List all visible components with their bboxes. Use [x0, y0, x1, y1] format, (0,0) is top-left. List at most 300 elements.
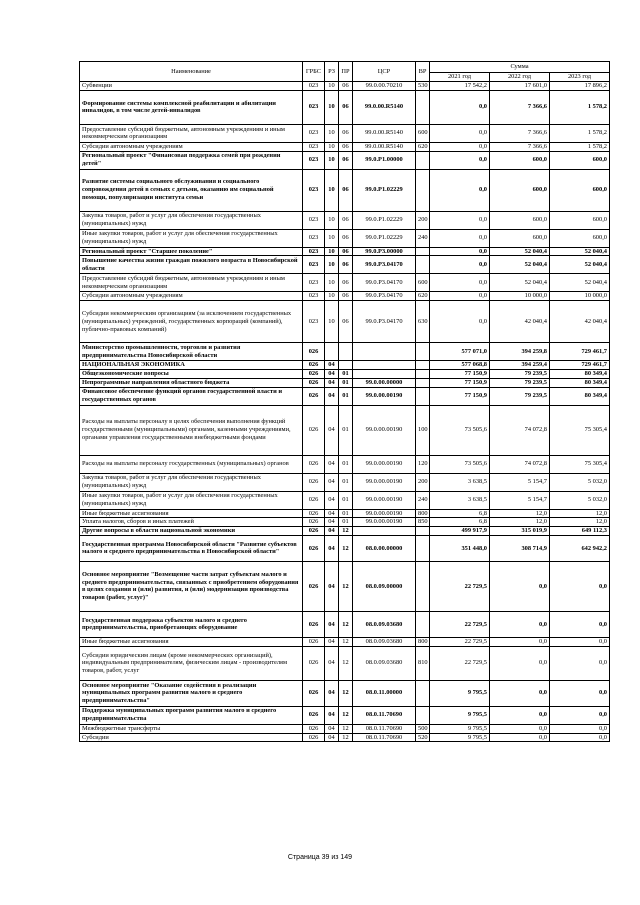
table-cell-2023: 5 032,0 — [550, 491, 610, 509]
table-cell-grbs: 026 — [303, 535, 325, 561]
table-cell-pr: 06 — [339, 82, 353, 91]
table-cell-pr: 06 — [339, 151, 353, 169]
table-cell-vr — [416, 343, 430, 361]
table-row — [80, 509, 610, 518]
table-cell-vr — [416, 535, 430, 561]
table-cell-2021: 0,0 — [430, 90, 490, 124]
table-cell-2021: 499 917,9 — [430, 527, 490, 536]
table-cell-grbs: 026 — [303, 527, 325, 536]
table-cell-2023: 80 349,4 — [550, 369, 610, 378]
table-cell-2022: 600,0 — [490, 229, 550, 247]
table-cell-name: Государственная поддержка субъектов малого и среднего предпринимательства, приобретающих оборудование — [80, 611, 303, 637]
table-cell-2023: 42 040,4 — [550, 301, 610, 343]
table-cell-2022: 74 072,8 — [490, 455, 550, 473]
table-row — [80, 387, 610, 405]
table-cell-grbs: 023 — [303, 82, 325, 91]
table-cell-2022: 79 239,5 — [490, 387, 550, 405]
table-cell-pr: 06 — [339, 301, 353, 343]
table-cell-rz: 10 — [325, 151, 339, 169]
table-cell-2021: 9 795,5 — [430, 706, 490, 724]
table-cell-name: Основное мероприятие "Оказание содействия в реализации муниципальных программ развития малого и среднего предпринимательства" — [80, 680, 303, 706]
table-cell-rz: 10 — [325, 90, 339, 124]
table-cell-name: НАЦИОНАЛЬНАЯ ЭКОНОМИКА — [80, 361, 303, 370]
table-cell-vr: 200 — [416, 473, 430, 491]
table-cell-pr: 01 — [339, 509, 353, 518]
table-cell-2021: 351 448,0 — [430, 535, 490, 561]
table-cell-2022: 600,0 — [490, 169, 550, 211]
table-cell-name: Развитие системы социального обслуживания и социального сопровождения детей в семьях с детьми, оказанию им социальной помощи, популяризации института семьи — [80, 169, 303, 211]
table-cell-name: Межбюджетные трансферты — [80, 724, 303, 733]
table-cell-2022: 7 366,6 — [490, 90, 550, 124]
table-row — [80, 518, 610, 527]
table-cell-2021: 3 638,5 — [430, 491, 490, 509]
table-cell-2023: 52 040,4 — [550, 247, 610, 256]
table-row — [80, 378, 610, 387]
table-cell-csr — [353, 343, 416, 361]
table-cell-csr: 99.0.P1.00000 — [353, 151, 416, 169]
table-cell-vr — [416, 151, 430, 169]
table-cell-2023: 729 461,7 — [550, 361, 610, 370]
table-cell-vr: 500 — [416, 724, 430, 733]
header-year-2023: 2023 год — [550, 73, 610, 82]
table-cell-grbs: 026 — [303, 637, 325, 646]
table-cell-2023: 0,0 — [550, 724, 610, 733]
table-cell-pr: 01 — [339, 369, 353, 378]
table-cell-rz: 10 — [325, 124, 339, 142]
table-cell-vr — [416, 378, 430, 387]
table-cell-grbs: 026 — [303, 509, 325, 518]
table-cell-vr: 620 — [416, 292, 430, 301]
table-cell-csr: 99.0.00.00190 — [353, 455, 416, 473]
table-cell-name: Региональный проект "Финансовая поддержка семей при рождении детей" — [80, 151, 303, 169]
table-cell-2021: 9 795,5 — [430, 680, 490, 706]
table-cell-rz: 04 — [325, 706, 339, 724]
table-cell-grbs: 026 — [303, 611, 325, 637]
table-cell-2023: 1 578,2 — [550, 124, 610, 142]
table-cell-vr: 520 — [416, 733, 430, 742]
table-cell-name: Непрограммные направления областного бюджета — [80, 378, 303, 387]
table-cell-grbs: 026 — [303, 518, 325, 527]
header-grbs: ГРБС — [303, 62, 325, 82]
table-cell-csr: 08.0.11.70690 — [353, 733, 416, 742]
table-cell-vr — [416, 90, 430, 124]
table-cell-name: Финансовое обеспечение функций органов государственной власти и государственных органов — [80, 387, 303, 405]
table-cell-2022: 394 259,4 — [490, 361, 550, 370]
table-cell-2021: 6,8 — [430, 509, 490, 518]
table-cell-2023: 52 040,4 — [550, 256, 610, 274]
table-row — [80, 229, 610, 247]
table-row — [80, 561, 610, 611]
table-cell-rz: 10 — [325, 301, 339, 343]
table-cell-name: Иные закупки товаров, работ и услуг для обеспечения государственных (муниципальных) нужд — [80, 229, 303, 247]
table-cell-2022: 0,0 — [490, 637, 550, 646]
table-cell-2021: 0,0 — [430, 256, 490, 274]
table-cell-name: Расходы на выплаты персоналу в целях обеспечения выполнения функций государственными (муниципальными) органами, казенными учреждениями, органами управления государственными внебюджетными фондами — [80, 405, 303, 455]
table-row — [80, 646, 610, 680]
table-cell-2022: 0,0 — [490, 611, 550, 637]
table-cell-csr: 99.0.P3.04170 — [353, 256, 416, 274]
table-cell-2023: 80 349,4 — [550, 378, 610, 387]
table-row — [80, 527, 610, 536]
table-cell-name: Повышение качества жизни граждан пожилого возраста в Новосибирской области — [80, 256, 303, 274]
table-cell-csr: 08.0.09.03680 — [353, 611, 416, 637]
table-cell-vr — [416, 369, 430, 378]
table-cell-2023: 600,0 — [550, 211, 610, 229]
table-cell-name: Общеэкономические вопросы — [80, 369, 303, 378]
table-cell-rz: 04 — [325, 637, 339, 646]
table-cell-2021: 577 068,8 — [430, 361, 490, 370]
table-cell-2022: 79 239,5 — [490, 378, 550, 387]
table-cell-rz: 04 — [325, 680, 339, 706]
table-row — [80, 151, 610, 169]
table-cell-2021: 22 729,5 — [430, 646, 490, 680]
table-cell-csr: 99.0.00.00190 — [353, 491, 416, 509]
table-cell-vr: 620 — [416, 142, 430, 151]
table-cell-csr: 08.0.09.03680 — [353, 637, 416, 646]
table-row — [80, 680, 610, 706]
table-cell-2023: 12,0 — [550, 518, 610, 527]
header-pr: ПР — [339, 62, 353, 82]
header-rz: РЗ — [325, 62, 339, 82]
table-cell-pr: 12 — [339, 535, 353, 561]
table-cell-csr: 99.0.P3.04170 — [353, 301, 416, 343]
table-row — [80, 405, 610, 455]
table-cell-rz: 10 — [325, 169, 339, 211]
table-cell-rz: 04 — [325, 491, 339, 509]
table-cell-pr: 01 — [339, 491, 353, 509]
table-cell-vr: 600 — [416, 124, 430, 142]
table-cell-2022: 7 366,6 — [490, 142, 550, 151]
table-cell-rz: 04 — [325, 561, 339, 611]
table-cell-2021: 6,8 — [430, 518, 490, 527]
table-cell-2021: 73 505,6 — [430, 455, 490, 473]
table-cell-2021: 0,0 — [430, 292, 490, 301]
table-cell-vr: 200 — [416, 211, 430, 229]
table-row — [80, 82, 610, 91]
table-cell-vr — [416, 247, 430, 256]
table-row — [80, 491, 610, 509]
table-cell-grbs: 023 — [303, 229, 325, 247]
table-cell-rz: 04 — [325, 646, 339, 680]
table-row — [80, 611, 610, 637]
table-cell-pr — [339, 361, 353, 370]
table-cell-pr: 12 — [339, 611, 353, 637]
table-header — [80, 62, 610, 82]
table-cell-csr: 99.0.00.00190 — [353, 509, 416, 518]
table-cell-2023: 600,0 — [550, 151, 610, 169]
table-cell-pr: 06 — [339, 169, 353, 211]
table-cell-rz: 10 — [325, 274, 339, 292]
table-cell-2021: 0,0 — [430, 229, 490, 247]
table-cell-grbs: 026 — [303, 405, 325, 455]
table-cell-2022: 5 154,7 — [490, 473, 550, 491]
table-cell-name: Основное мероприятие "Возмещение части затрат субъектам малого и среднего предпринимательства, связанных с приобретением оборудования в целях создания и (или) развития, и (или) модернизации производства товаров (работ, услуг)" — [80, 561, 303, 611]
table-cell-grbs: 026 — [303, 733, 325, 742]
table-cell-csr: 08.0.09.03680 — [353, 646, 416, 680]
table-cell-2022: 10 000,0 — [490, 292, 550, 301]
table-cell-2021: 17 542,2 — [430, 82, 490, 91]
table-cell-vr: 240 — [416, 491, 430, 509]
header-sum: Сумма — [430, 62, 610, 73]
table-cell-csr: 99.0.00.00190 — [353, 405, 416, 455]
table-row — [80, 292, 610, 301]
table-cell-name: Иные бюджетные ассигнования — [80, 637, 303, 646]
table-cell-rz: 04 — [325, 369, 339, 378]
table-cell-pr: 06 — [339, 292, 353, 301]
table-cell-name: Субсидии — [80, 733, 303, 742]
table-cell-rz: 04 — [325, 509, 339, 518]
table-row — [80, 361, 610, 370]
table-cell-csr: 99.0.P3.00000 — [353, 247, 416, 256]
table-cell-name: Поддержка муниципальных программ развития малого и среднего предпринимательства — [80, 706, 303, 724]
table-row — [80, 535, 610, 561]
table-cell-2021: 73 505,6 — [430, 405, 490, 455]
table-cell-pr: 06 — [339, 247, 353, 256]
table-cell-grbs: 026 — [303, 369, 325, 378]
header-year-2021: 2021 год — [430, 73, 490, 82]
table-row — [80, 369, 610, 378]
table-row — [80, 706, 610, 724]
header-year-2022: 2022 год — [490, 73, 550, 82]
table-cell-name: Предоставление субсидий бюджетным, автономным учреждениям и иным некоммерческим организациям — [80, 274, 303, 292]
budget-table — [79, 61, 610, 742]
table-cell-csr: 99.0.00.00190 — [353, 518, 416, 527]
table-cell-name: Субсидии юридическим лицам (кроме некоммерческих организаций), индивидуальным предпринимателям, физическим лицам - производителям товаров, работ, услуг — [80, 646, 303, 680]
table-cell-vr: 120 — [416, 455, 430, 473]
table-cell-csr: 99.0.00.R5140 — [353, 142, 416, 151]
header-name: Наименование — [80, 62, 303, 82]
table-cell-rz: 04 — [325, 611, 339, 637]
table-cell-2022: 394 259,8 — [490, 343, 550, 361]
table-cell-grbs: 026 — [303, 361, 325, 370]
table-cell-name: Закупка товаров, работ и услуг для обеспечения государственных (муниципальных) нужд — [80, 473, 303, 491]
table-cell-pr: 12 — [339, 637, 353, 646]
table-cell-csr: 08.0.00.00000 — [353, 535, 416, 561]
table-cell-vr — [416, 387, 430, 405]
table-cell-grbs: 026 — [303, 378, 325, 387]
table-cell-2021: 22 729,5 — [430, 637, 490, 646]
table-cell-grbs: 023 — [303, 124, 325, 142]
table-cell-csr: 99.0.P1.02229 — [353, 211, 416, 229]
table-cell-grbs: 023 — [303, 151, 325, 169]
table-cell-rz: 04 — [325, 473, 339, 491]
table-cell-vr: 630 — [416, 301, 430, 343]
table-cell-pr: 12 — [339, 527, 353, 536]
table-cell-vr — [416, 361, 430, 370]
table-cell-vr — [416, 706, 430, 724]
table-cell-pr: 12 — [339, 733, 353, 742]
table-row — [80, 247, 610, 256]
table-cell-2023: 600,0 — [550, 229, 610, 247]
table-cell-rz: 10 — [325, 247, 339, 256]
table-cell-vr — [416, 169, 430, 211]
table-cell-2021: 22 729,5 — [430, 611, 490, 637]
table-cell-pr: 12 — [339, 680, 353, 706]
table-cell-pr: 01 — [339, 378, 353, 387]
page-number: Страница 39 из 149 — [287, 854, 353, 861]
table-cell-2022: 0,0 — [490, 561, 550, 611]
table-cell-grbs: 026 — [303, 724, 325, 733]
table-cell-csr: 99.0.P3.04170 — [353, 274, 416, 292]
table-cell-grbs: 026 — [303, 680, 325, 706]
table-cell-rz: 04 — [325, 518, 339, 527]
table-cell-name: Министерство промышленности, торговли и развития предпринимательства Новосибирской области — [80, 343, 303, 361]
table-cell-2023: 0,0 — [550, 611, 610, 637]
table-cell-name: Предоставление субсидий бюджетным, автономным учреждениям и иным некоммерческим организациям — [80, 124, 303, 142]
table-cell-2023: 600,0 — [550, 169, 610, 211]
header-csr: ЦСР — [353, 62, 416, 82]
table-cell-name: Государственная программа Новосибирской области "Развитие субъектов малого и среднего предпринимательства в Новосибирской области" — [80, 535, 303, 561]
table-cell-rz: 04 — [325, 455, 339, 473]
table-cell-2023: 5 032,0 — [550, 473, 610, 491]
table-cell-grbs: 023 — [303, 274, 325, 292]
table-row — [80, 274, 610, 292]
table-cell-2023: 0,0 — [550, 561, 610, 611]
table-cell-2021: 0,0 — [430, 169, 490, 211]
table-cell-2022: 0,0 — [490, 733, 550, 742]
table-cell-name: Иные закупки товаров, работ и услуг для обеспечения государственных (муниципальных) нужд — [80, 491, 303, 509]
table-cell-2022: 79 239,5 — [490, 369, 550, 378]
table-cell-2023: 0,0 — [550, 680, 610, 706]
table-cell-rz: 04 — [325, 527, 339, 536]
table-cell-2022: 315 019,9 — [490, 527, 550, 536]
table-cell-rz: 10 — [325, 292, 339, 301]
table-cell-pr: 01 — [339, 387, 353, 405]
table-cell-grbs: 023 — [303, 301, 325, 343]
table-row — [80, 724, 610, 733]
table-cell-vr — [416, 680, 430, 706]
table-cell-name: Субсидии автономным учреждениям — [80, 292, 303, 301]
table-cell-rz: 10 — [325, 82, 339, 91]
table-cell-2022: 600,0 — [490, 151, 550, 169]
table-cell-csr: 99.0.P1.02229 — [353, 229, 416, 247]
table-cell-rz: 04 — [325, 378, 339, 387]
table-cell-name: Формирование системы комплексной реабилитации и абилитации инвалидов, в том числе детей-инвалидов — [80, 90, 303, 124]
table-row — [80, 211, 610, 229]
table-cell-2023: 0,0 — [550, 637, 610, 646]
table-cell-pr: 06 — [339, 256, 353, 274]
table-cell-2022: 52 040,4 — [490, 247, 550, 256]
table-cell-vr — [416, 561, 430, 611]
table-cell-grbs: 023 — [303, 90, 325, 124]
table-cell-csr: 99.0.P3.04170 — [353, 292, 416, 301]
table-cell-name: Субсидии автономным учреждениям — [80, 142, 303, 151]
table-cell-csr — [353, 361, 416, 370]
table-cell-2022: 52 040,4 — [490, 274, 550, 292]
table-cell-2023: 10 000,0 — [550, 292, 610, 301]
table-cell-grbs: 023 — [303, 292, 325, 301]
table-cell-pr: 12 — [339, 724, 353, 733]
table-cell-2023: 0,0 — [550, 733, 610, 742]
table-cell-2021: 77 150,9 — [430, 387, 490, 405]
table-cell-vr — [416, 611, 430, 637]
table-body — [80, 82, 610, 742]
table-cell-pr: 12 — [339, 706, 353, 724]
table-cell-pr — [339, 343, 353, 361]
table-cell-rz: 04 — [325, 361, 339, 370]
table-cell-2022: 5 154,7 — [490, 491, 550, 509]
table-cell-rz: 10 — [325, 211, 339, 229]
table-cell-csr: 08.0.11.70690 — [353, 724, 416, 733]
table-cell-csr: 99.0.00.00190 — [353, 473, 416, 491]
table-row — [80, 637, 610, 646]
table-row — [80, 256, 610, 274]
table-cell-2021: 9 795,5 — [430, 724, 490, 733]
table-cell-2021: 577 071,0 — [430, 343, 490, 361]
table-cell-csr: 99.0.00.00190 — [353, 387, 416, 405]
table-cell-2021: 9 795,5 — [430, 733, 490, 742]
table-cell-grbs: 023 — [303, 247, 325, 256]
table-cell-rz: 04 — [325, 724, 339, 733]
table-cell-grbs: 026 — [303, 455, 325, 473]
table-cell-2021: 3 638,5 — [430, 473, 490, 491]
table-cell-2023: 1 578,2 — [550, 142, 610, 151]
table-cell-grbs: 026 — [303, 561, 325, 611]
table-cell-vr — [416, 256, 430, 274]
table-cell-name: Региональный проект "Старшее поколение" — [80, 247, 303, 256]
table-cell-name: Расходы на выплаты персоналу государственных (муниципальных) органов — [80, 455, 303, 473]
table-cell-grbs: 026 — [303, 706, 325, 724]
table-cell-csr: 08.0.09.00000 — [353, 561, 416, 611]
budget-table-page — [79, 61, 609, 742]
table-cell-csr: 99.0.P1.02229 — [353, 169, 416, 211]
table-cell-pr: 01 — [339, 405, 353, 455]
table-cell-2022: 308 714,9 — [490, 535, 550, 561]
table-cell-2022: 74 072,8 — [490, 405, 550, 455]
table-cell-2023: 0,0 — [550, 706, 610, 724]
table-cell-vr — [416, 527, 430, 536]
table-cell-2022: 0,0 — [490, 680, 550, 706]
table-cell-2022: 42 040,4 — [490, 301, 550, 343]
table-cell-2023: 52 040,4 — [550, 274, 610, 292]
table-cell-2022: 7 366,6 — [490, 124, 550, 142]
table-cell-vr: 800 — [416, 509, 430, 518]
table-cell-rz: 04 — [325, 733, 339, 742]
table-cell-2022: 12,0 — [490, 518, 550, 527]
table-cell-grbs: 026 — [303, 646, 325, 680]
table-cell-2021: 0,0 — [430, 124, 490, 142]
table-cell-2022: 0,0 — [490, 646, 550, 680]
table-cell-2022: 52 040,4 — [490, 256, 550, 274]
table-row — [80, 473, 610, 491]
table-cell-pr: 01 — [339, 455, 353, 473]
table-cell-name: Другие вопросы в области национальной экономики — [80, 527, 303, 536]
table-cell-rz: 04 — [325, 535, 339, 561]
table-cell-grbs: 023 — [303, 169, 325, 211]
table-cell-vr: 240 — [416, 229, 430, 247]
table-cell-grbs: 026 — [303, 473, 325, 491]
table-cell-2021: 0,0 — [430, 247, 490, 256]
table-cell-pr: 06 — [339, 274, 353, 292]
table-cell-2023: 80 349,4 — [550, 387, 610, 405]
table-cell-2021: 0,0 — [430, 142, 490, 151]
table-cell-csr — [353, 527, 416, 536]
table-cell-pr: 01 — [339, 518, 353, 527]
table-cell-pr: 12 — [339, 561, 353, 611]
table-cell-rz: 10 — [325, 142, 339, 151]
table-cell-2021: 0,0 — [430, 151, 490, 169]
table-cell-rz — [325, 343, 339, 361]
table-cell-pr: 12 — [339, 646, 353, 680]
table-cell-pr: 06 — [339, 124, 353, 142]
table-cell-grbs: 026 — [303, 387, 325, 405]
table-cell-2023: 649 112,3 — [550, 527, 610, 536]
table-cell-2023: 75 305,4 — [550, 405, 610, 455]
table-cell-2021: 0,0 — [430, 301, 490, 343]
table-cell-2023: 0,0 — [550, 646, 610, 680]
table-cell-2022: 12,0 — [490, 509, 550, 518]
table-cell-csr: 99.0.00.70210 — [353, 82, 416, 91]
